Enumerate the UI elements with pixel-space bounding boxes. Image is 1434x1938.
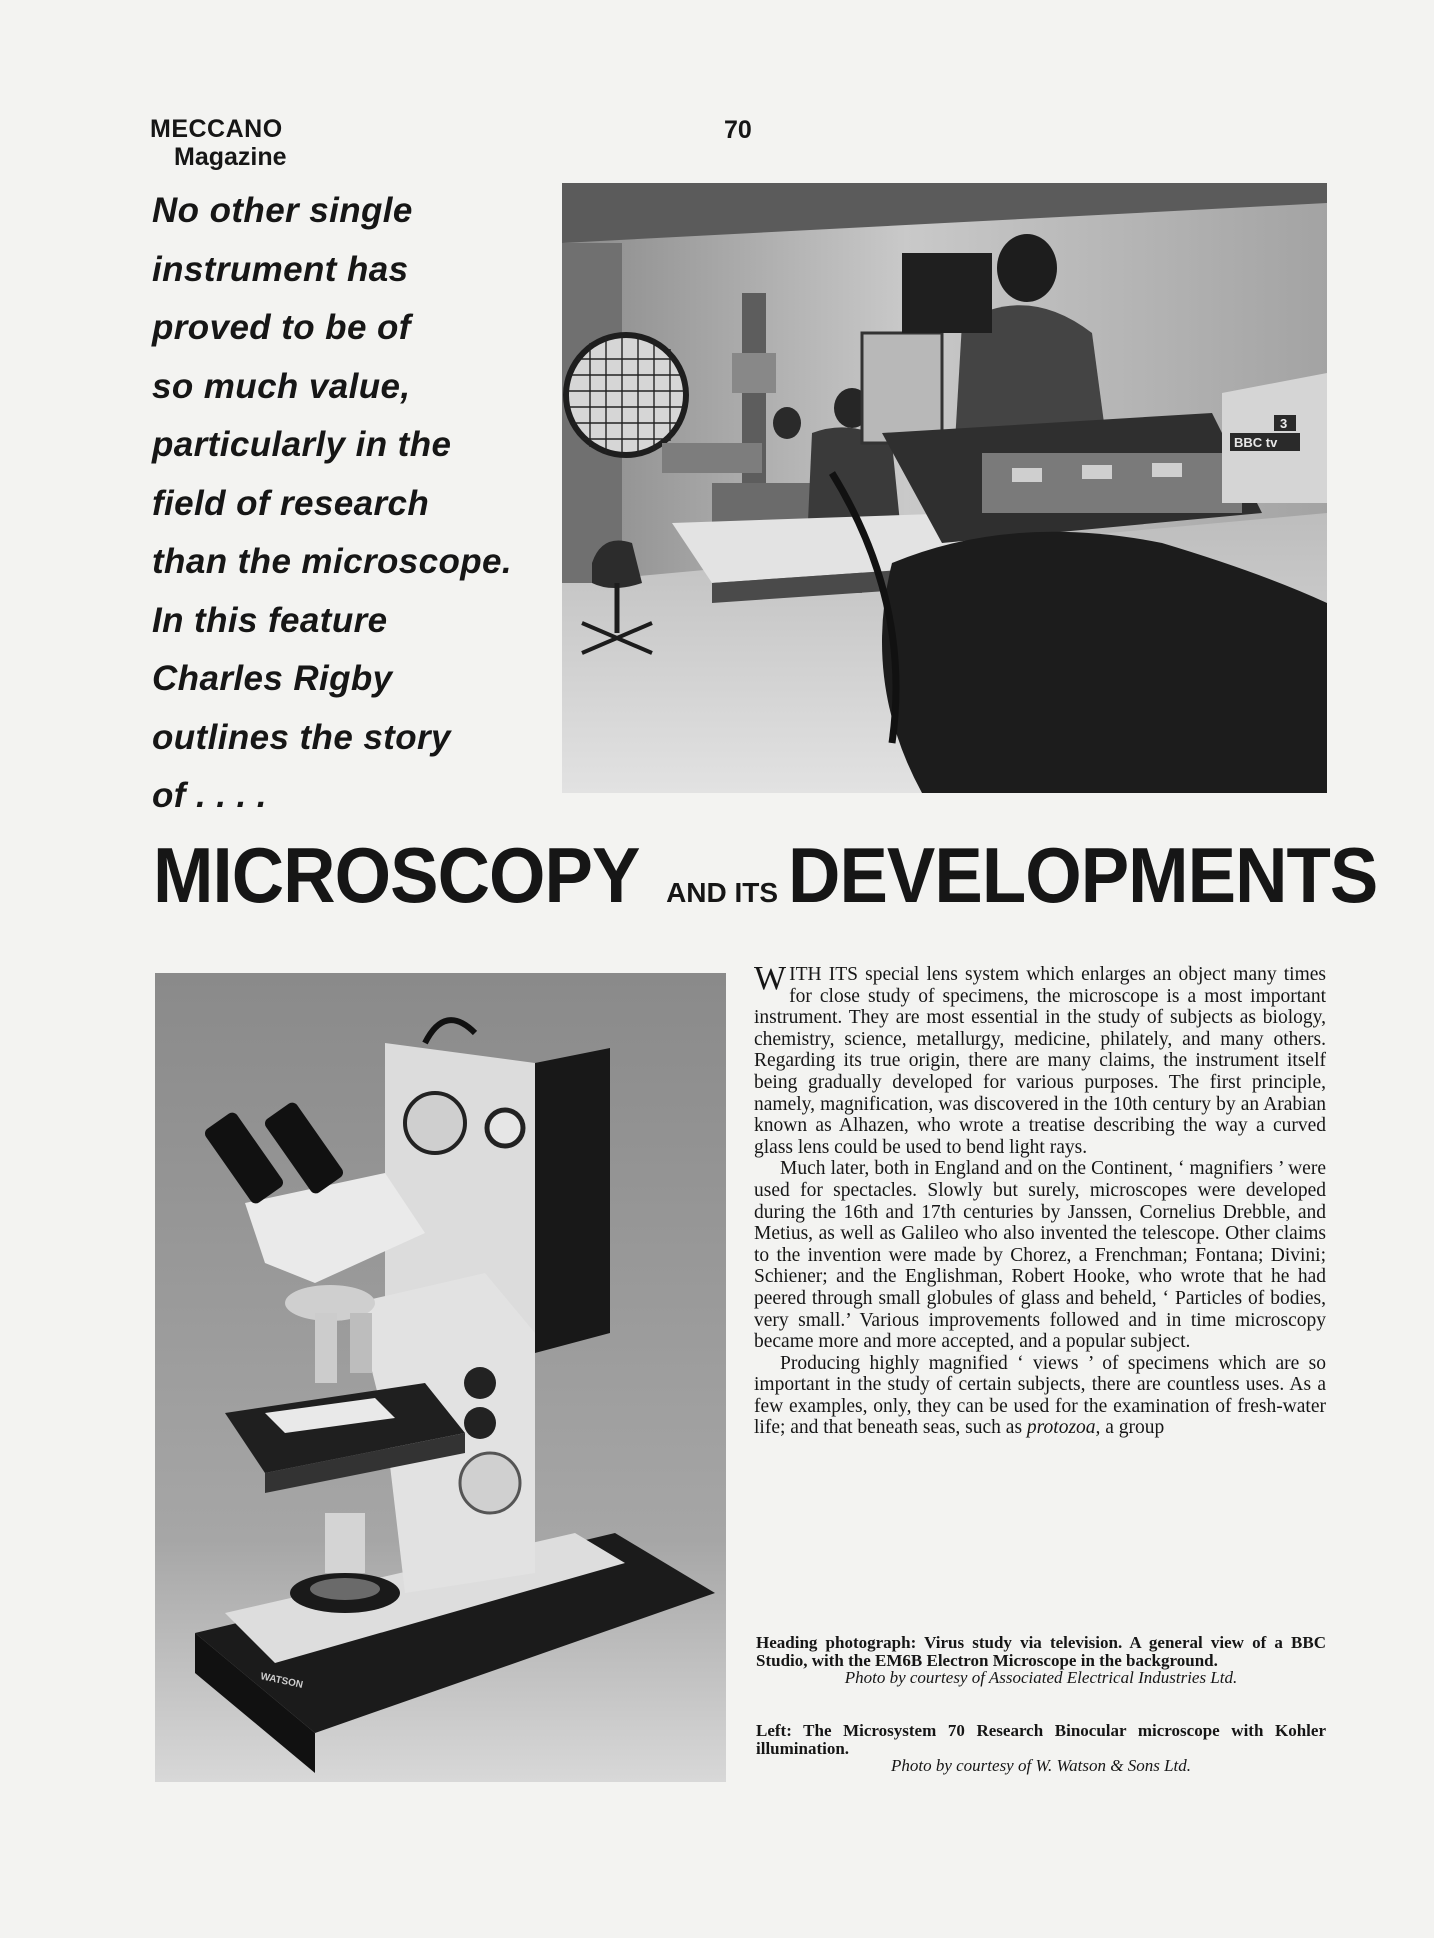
intro-line: In this feature [152, 600, 388, 640]
magazine-subtitle: Magazine [174, 143, 287, 171]
camera-number: 3 [1280, 416, 1288, 431]
page-number: 70 [724, 116, 752, 144]
studio-photo-illustration [562, 183, 1327, 793]
intro-line: outlines the story [152, 717, 451, 757]
intro-line: proved to be of [152, 308, 411, 347]
intro-line: particularly in the [152, 425, 452, 464]
intro-standfirst [152, 182, 552, 826]
bbc-sign-text: BBC tv [1234, 435, 1278, 450]
heading-photograph [562, 183, 1327, 793]
intro-line: instrument has [152, 249, 409, 289]
paragraph-1-text: ITH ITS special lens system which enlarges an object many times for close study of specimens, the microscope is a most important instrument. They are most essential in the study of subjects as biology, chemistry, science, metallurgy, medicine, philately, and many others. Regarding its true origin, there are many claims, the instrument itself being gradually developed for various purposes. The first principle, namely, magnification, was discovered in the 10th century by an Arabian known as Alhazen, who wrote a treatise describing the way a curved glass lens could be used to bend light rays. [754, 964, 1326, 1158]
article-paragraph-1 [754, 960, 1326, 1158]
watson-label: WATSON [259, 1671, 304, 1691]
article-body [754, 960, 1326, 1439]
magazine-name: MECCANO [150, 115, 283, 143]
intro-line: field of research [152, 483, 430, 523]
article-paragraph-3 [754, 1353, 1326, 1439]
microscope-photo-illustration [155, 973, 726, 1782]
left-photo-caption [756, 1722, 1326, 1775]
intro-line: No other single [152, 191, 413, 230]
article-paragraph-2: Much later, both in England and on the Continent, ‘ magnifiers ’ were used for spectacles. Slowly but surely, microscopes were developed during the 16th and 17th centuries by Janssen, Cornelius Drebble, and Metius, as well as Galileo who also invented the telescope. Other claims to the invention were made by Chorez, a Frenchman; Fontana; Divini; Schiener; and the Englishman, Robert Hooke, who wrote that he had peered through small globules of glass and beheld, ‘ Particles of bodies, very small.’ Various improvements followed and in time microscopy became more and more accepted, and a popular subject. [754, 1158, 1326, 1353]
left-caption-text: Left: The Microsystem 70 Research Binocular microscope with Kohler illumination. [756, 1721, 1326, 1758]
intro-line: than the microscope. [152, 542, 513, 581]
heading-caption-credit: Photo by courtesy of Associated Electrical Industries Ltd. [844, 1668, 1238, 1687]
headline-developments: DEVELOPMENTS [788, 831, 1378, 919]
drop-cap: W [754, 960, 787, 997]
magazine-masthead [150, 117, 287, 170]
headline-microscopy: MICROSCOPY [153, 831, 640, 919]
headline-and-its: AND ITS [666, 877, 779, 908]
intro-line: of . . . . [152, 776, 267, 815]
left-caption-credit: Photo by courtesy of W. Watson & Sons Ltd. [890, 1756, 1192, 1775]
microscope-photograph [155, 973, 726, 1782]
paragraph-3-text: Producing highly magnified ‘ views ’ of specimens which are so important in the study of certain subjects, there are countless uses. As a few examples, only, they can be used for the examination of fresh-water life; and that beneath seas, such as [754, 1352, 1326, 1439]
heading-caption-text: Heading photograph: Virus study via television. A general view of a BBC Studio, with the EM6B Electron Microscope in the background. [756, 1633, 1326, 1670]
article-headline [153, 831, 1378, 919]
paragraph-3-italic: protozoa, [1026, 1417, 1101, 1439]
intro-line: Charles Rigby [152, 659, 393, 698]
intro-line: so much value, [152, 366, 411, 406]
heading-photo-caption [756, 1634, 1326, 1687]
paragraph-3-end: a group [1105, 1417, 1165, 1439]
